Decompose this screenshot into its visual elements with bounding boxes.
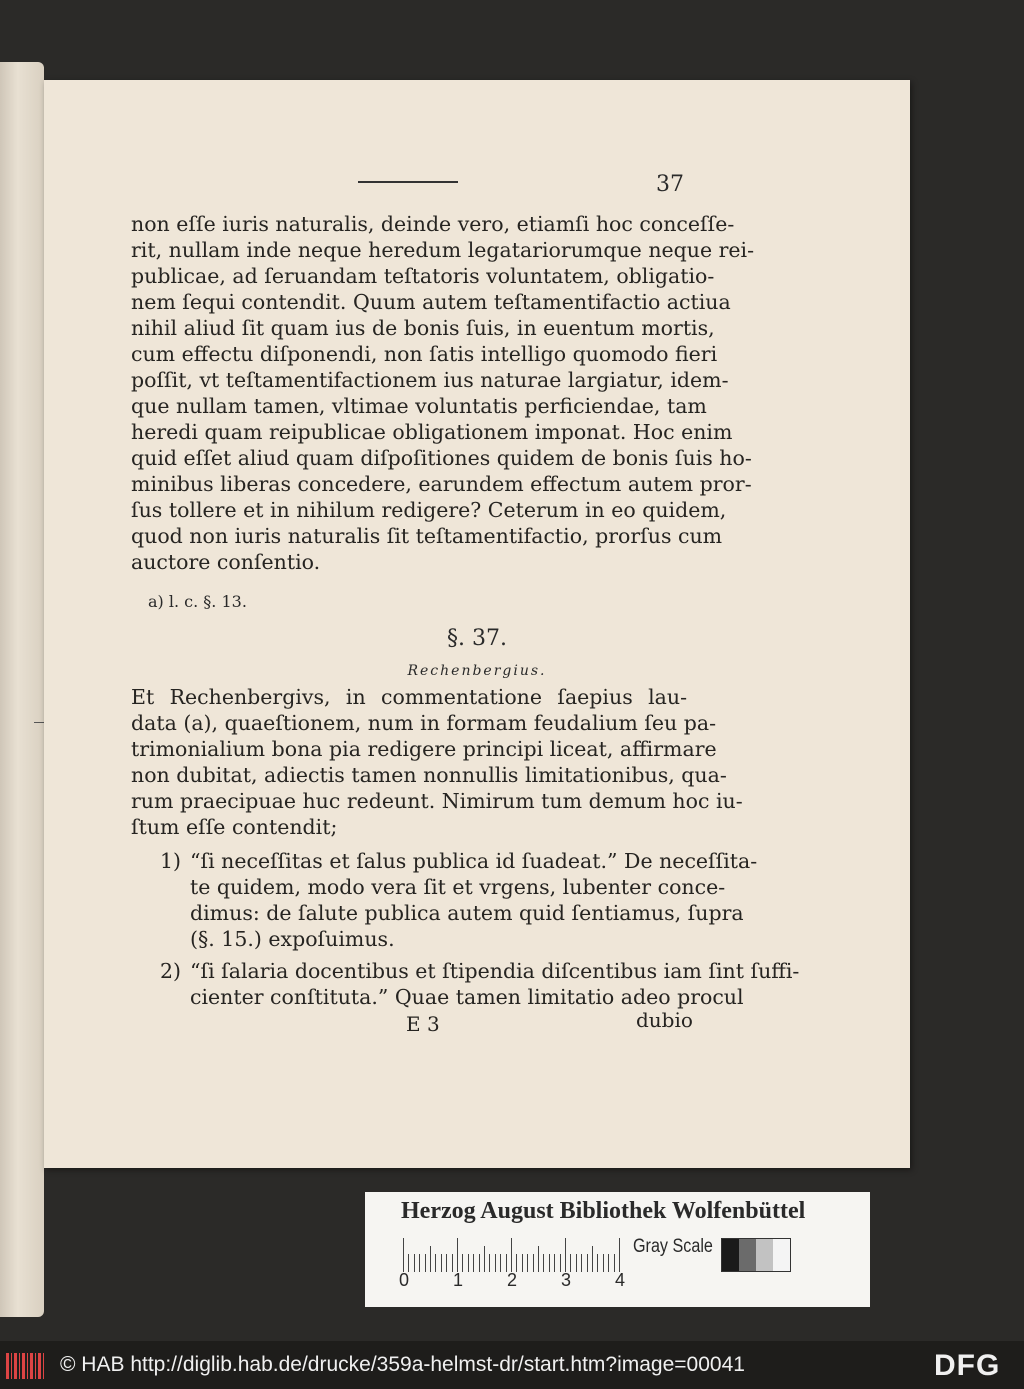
text-line: rit, nullam inde neque heredum legatariorumque neque rei- bbox=[131, 238, 755, 262]
scale-number: 1 bbox=[453, 1270, 464, 1290]
gray-swatch bbox=[722, 1239, 739, 1271]
ruler-tick bbox=[565, 1238, 566, 1272]
ruler-tick bbox=[538, 1246, 539, 1272]
ruler-tick bbox=[592, 1246, 593, 1272]
text-line: dimus: de ſalute publica autem quid ſentiamus, ſupra bbox=[190, 901, 744, 925]
gray-swatch bbox=[756, 1239, 773, 1271]
text-line: data (a), quaeſtionem, num in formam feudalium ſeu pa- bbox=[131, 711, 717, 735]
ruler-tick bbox=[511, 1238, 512, 1272]
page-number: 37 bbox=[656, 172, 684, 197]
section-title: §. 37. bbox=[447, 626, 507, 651]
dfg-logo: DFG bbox=[934, 1349, 1001, 1382]
text-line: (§. 15.) expoſuimus. bbox=[190, 927, 395, 951]
text-line: cum effectu diſponendi, non ſatis intelligo quomodo fieri bbox=[131, 342, 718, 366]
scale-number: 4 bbox=[615, 1270, 626, 1290]
scale-numbers bbox=[399, 1270, 639, 1294]
gray-scale-label: Gray Scale bbox=[633, 1236, 713, 1257]
text-line: “ſi neceſſitas et ſalus publica id ſuadeat.” De neceſſita- bbox=[190, 849, 758, 873]
list-item-text bbox=[190, 958, 800, 1010]
header-rule bbox=[358, 181, 458, 183]
scale-ruler bbox=[403, 1236, 621, 1272]
library-name: Herzog August Bibliothek Wolfenbüttel bbox=[401, 1198, 806, 1224]
text-line: quid eſſet aliud quam diſpoſitiones quidem de bonis ſuis ho- bbox=[131, 446, 752, 470]
list-item-number: 1) bbox=[160, 849, 182, 873]
scale-number: 3 bbox=[561, 1270, 572, 1290]
catchword: dubio bbox=[636, 1008, 693, 1032]
text-line: ſus tollere et in nihilum redigere? Ceterum in eo quidem, bbox=[131, 498, 727, 522]
scale-number: 2 bbox=[507, 1270, 518, 1290]
list-item-text bbox=[190, 848, 758, 952]
text-line: non eſſe iuris naturalis, deinde vero, etiamſi hoc conceſſe- bbox=[131, 212, 735, 236]
previous-page-edge bbox=[0, 62, 44, 1317]
ruler-tick bbox=[403, 1238, 404, 1272]
text-line: heredi quam reipublicae obligationem imponat. Hoc enim bbox=[131, 420, 733, 444]
gray-swatch bbox=[773, 1239, 790, 1271]
signature-mark: E 3 bbox=[406, 1012, 440, 1036]
text-line: nem ſequi contendit. Quum autem teſtamentifactio actiua bbox=[131, 290, 731, 314]
barcode-icon bbox=[6, 1353, 46, 1379]
text-line: poſſit, vt teſtamentifactionem ius naturae largiatur, idem- bbox=[131, 368, 729, 392]
text-line: nihil aliud ſit quam ius de bonis ſuis, in euentum mortis, bbox=[131, 316, 715, 340]
footer-bar bbox=[0, 1341, 1024, 1389]
text-line: cienter conſtituta.” Quae tamen limitatio adeo procul bbox=[190, 985, 744, 1009]
text-line: Et Rechenbergivs, in commentatione ſaepius lau- bbox=[131, 685, 687, 709]
gray-swatch bbox=[739, 1239, 756, 1271]
scale-number: 0 bbox=[399, 1270, 410, 1290]
text-line: quod non iuris naturalis ſit teſtamentifactio, prorſus cum bbox=[131, 524, 723, 548]
text-line: que nullam tamen, vltimae voluntatis perficiendae, tam bbox=[131, 394, 707, 418]
footnote: a) l. c. §. 13. bbox=[148, 592, 247, 611]
library-label bbox=[365, 1192, 870, 1307]
text-line: trimonialium bona pia redigere principi liceat, affirmare bbox=[131, 737, 717, 761]
paragraph-1 bbox=[131, 211, 755, 575]
text-line: minibus liberas concedere, earundem effectum autem pror- bbox=[131, 472, 752, 496]
gray-scale-swatches bbox=[721, 1238, 791, 1272]
section-subtitle: Rechenbergius. bbox=[407, 663, 547, 679]
copyright-link[interactable]: © HAB http://diglib.hab.de/drucke/359a-helmst-dr/start.htm?image=00041 bbox=[60, 1353, 745, 1376]
ruler-tick bbox=[619, 1238, 620, 1272]
paragraph-2 bbox=[131, 684, 743, 840]
text-line: rum praecipuae huc redeunt. Nimirum tum demum hoc iu- bbox=[131, 789, 743, 813]
text-line: non dubitat, adiectis tamen nonnullis limitationibus, qua- bbox=[131, 763, 727, 787]
ruler-tick bbox=[484, 1246, 485, 1272]
text-line: ſtum eſſe contendit; bbox=[131, 815, 338, 839]
ruler-tick bbox=[430, 1246, 431, 1272]
text-line: publicae, ad ſeruandam teſtatoris voluntatem, obligatio- bbox=[131, 264, 715, 288]
text-line: te quidem, modo vera ſit et vrgens, lubenter conce- bbox=[190, 875, 726, 899]
page-edge-mark bbox=[34, 722, 44, 723]
list-item-number: 2) bbox=[160, 959, 182, 983]
ruler-tick bbox=[457, 1238, 458, 1272]
text-line: “ſi ſalaria docentibus et ſtipendia diſcentibus iam ſint ſuffi- bbox=[190, 959, 800, 983]
text-line: auctore conſentio. bbox=[131, 550, 321, 574]
book-page bbox=[44, 80, 910, 1168]
